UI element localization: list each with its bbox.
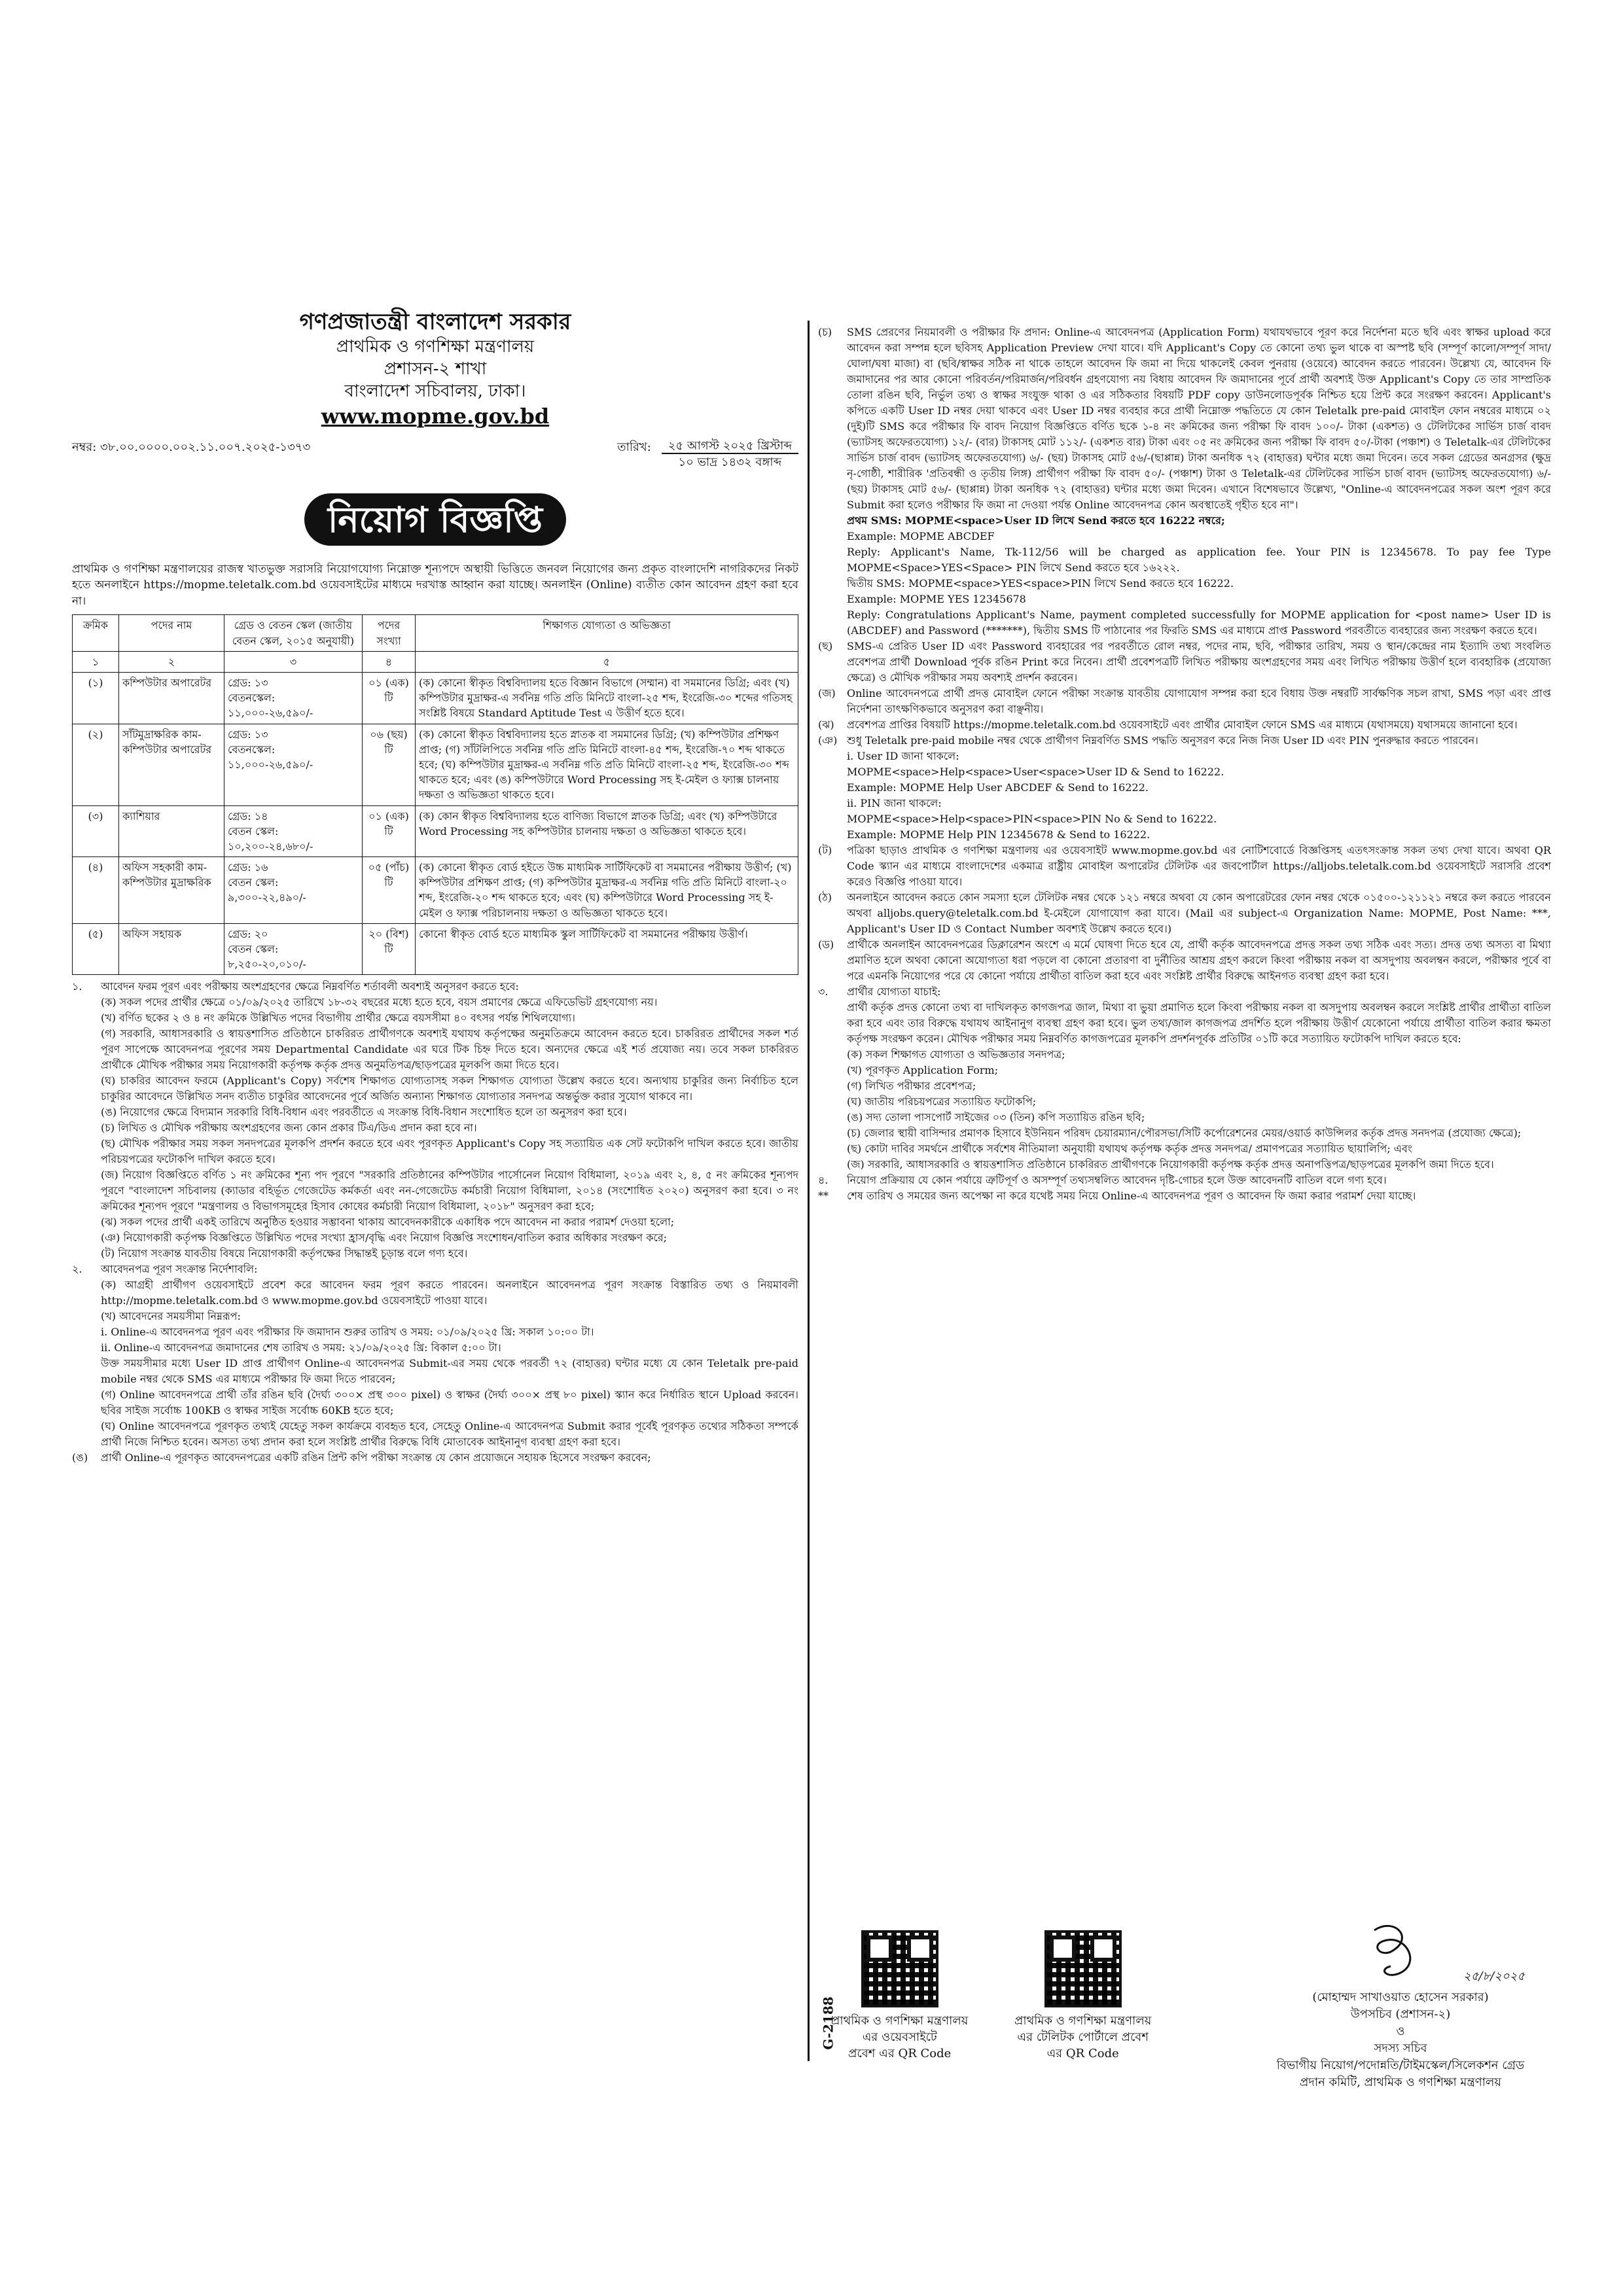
item-text: i. User ID জানা থাকলে: [847, 750, 959, 762]
col-num: ৩ [224, 651, 363, 672]
instruction-item [818, 529, 1551, 544]
instruction-item [818, 843, 1551, 890]
item-text: অনলাইনে আবেদন করতে কোন সমস্যা হলে টেলিটক নম্বর থেকে ১২১ নম্বরে অথবা যে কোন অপারেটরের ফোন নম্বর থেকে ০১৫০০-১২১১২১ নম্বরে কল করতে পারবেন অথবা alljobs.query@teletalk.com.bd ই-মেইলে যোগাযোগ করা যাবে। (Mail এর subject-এ Organization Name: MOPME, Post Name: ***, Applicant's User ID ও Contact Number অবশ্যই উল্লেখ করতে হবে।) [847, 891, 1551, 935]
signer-and: ও [1396, 2024, 1405, 2039]
item-text: প্রার্থীর যোগ্যতা যাচাই: [847, 985, 941, 998]
item-text: Example: MOPME Help User ABCDEF & Send to 16222. [847, 781, 1149, 794]
scale-text: বেতন স্কেল: ৯,৩০০-২২,৪৯০/- [228, 876, 306, 904]
date-bengali: ১০ ভাদ্র ১৪৩২ বঙ্গাব্দ [678, 455, 782, 470]
item-text: SMS-এ প্রেরিত User ID এবং Password ব্যবহারের পর পরবর্তীতে রোল নম্বর, পদের নাম, ছবি, পরীক্ষার তারিখ, সময় ও স্থান/কেন্দ্রের নাম ইত্যাদি তথ্য সংবলিত প্রবেশপত্র প্রার্থী Download পূর্বক রঙিন Print করে নিবেন। প্রার্থী প্রবেশপত্রটি লিখিত পরীক্ষায় অংশগ্রহণের সময় এবং লিখিত পরীক্ষায় উত্তীর্ণ হলে ব্যবহারিক (প্রযোজ্য ক্ষেত্রে) ও মৌখিক পরীক্ষার সময় অবশ্যই প্রদর্শন করবেন। [847, 640, 1551, 684]
instruction-item [818, 1110, 1551, 1125]
item-text: (চ) লিখিত ও মৌখিক পরীক্ষায় অংশগ্রহণের জন্য কোন প্রকার টিএ/ডিএ প্রদান করা হবে না। [101, 1122, 477, 1135]
right-column [818, 321, 1551, 1204]
instruction-item [72, 1120, 798, 1136]
item-text: প্রার্থী Online-এ পূরণকৃত আবেদনপত্রের একটি রঙিন প্রিন্ট কপি পরীক্ষা সংক্রান্ত যে কোন প্রয়োজনে সহায়ক হিসেবে সংরক্ষণ করবেন; [101, 1451, 651, 1464]
gazette-code: G-2188 [820, 1996, 836, 2050]
instruction-item [72, 1356, 798, 1387]
col-num: ৫ [416, 651, 798, 672]
item-marker: (ঙ) [72, 1451, 88, 1464]
column-number-row [73, 651, 798, 672]
grade-text: গ্রেড: ১৬ [228, 861, 268, 874]
item-marker [818, 529, 842, 544]
notice-title: নিয়োগ বিজ্ঞপ্তি [304, 493, 566, 546]
item-text: i. Online-এ আবেদনপত্র পূরণ এবং পরীক্ষার ফি জমাদান শুরুর তারিখ ও সময়: ০১/০৯/২০২৫ খ্রি: সকাল ১০:০০ টা। [101, 1326, 594, 1339]
signature-date: ২৫/৮/২০২৫ [1463, 1969, 1525, 1983]
item-marker [72, 1309, 96, 1324]
cell-sl: (২) [73, 724, 119, 805]
item-marker [818, 607, 842, 639]
item-text: ii. PIN জানা থাকলে: [847, 797, 942, 809]
item-text: (ঙ) সদ্য তোলা পাসপোর্ট সাইজের ০৩ (তিন) কপি সত্যায়িত রঙিন ছবি; [847, 1111, 1145, 1123]
item-marker [818, 1078, 842, 1094]
item-text: আবেদন ফরম পূরণ এবং পরীক্ষায় অংশগ্রহণের ক্ষেত্রে নিম্নবর্ণিত শর্তাবলী অবশ্যই অনুসরণ করতে হবে: [101, 980, 519, 993]
instruction-item [818, 811, 1551, 827]
item-marker: (ড) [818, 938, 834, 951]
item-marker [818, 1110, 842, 1125]
instruction-item [818, 937, 1551, 984]
item-text: (খ) আবেদনের সময়সীমা নিম্নরূপ: [101, 1310, 241, 1323]
item-marker [72, 1356, 96, 1387]
item-text: (ঘ) চাকরির আবেদন ফরমে (Applicant's Copy) সর্বশেষ শিক্ষাগত যোগ্যতাসহ সকল শিক্ষাগত যোগ্যতা উল্লেখ করতে হবে। অন্যথায় চাকুরির জন্য নির্বাচিত হলে চাকুরির আবেদনে উল্লিখিত সনদ ব্যতীত চাকুরির আবেদনের পূর্বে অর্জিত অন্যান্য শিক্ষাগত যোগ্যতার সনদপত্র অন্তর্ভুক্ত করার সুযোগ থাকবে না। [101, 1074, 798, 1103]
qr-code-icon[interactable] [1044, 1930, 1122, 2007]
header-count: পদের সংখ্যা [363, 615, 416, 651]
item-text: নিয়োগ প্রক্রিয়ায় যে কোন পর্যায়ে ত্রুটিপূর্ণ ও অসম্পূর্ণ তথ্যসম্বলিত আবেদন দৃষ্টি-গোচর হলে উক্ত আবেদনটি বাতিল বলে গণ্য হবে। [847, 1174, 1387, 1186]
cell-count: ০১ (এক) টি [363, 805, 416, 857]
table-header-row [73, 615, 798, 651]
date-box [662, 438, 798, 470]
qr2-caption-line: এর টেলিটক পোর্টালে প্রবেশ [1017, 2030, 1149, 2045]
header-post: পদের নাম [119, 615, 224, 651]
signer-title: উপসচিব (প্রশাসন-২) [1350, 2007, 1451, 2022]
instruction-item [818, 1125, 1551, 1141]
cell-post: অফিস সহায়ক [119, 923, 224, 975]
right-instructions [818, 325, 1551, 1204]
instruction-item [818, 733, 1551, 749]
qr1-caption-line: প্রবেশ এর QR Code [848, 2047, 952, 2061]
instruction-item [72, 1104, 798, 1120]
instruction-item [818, 686, 1551, 717]
cell-count: ২০ (বিশ) টি [363, 923, 416, 975]
item-marker [818, 796, 842, 811]
item-text: Reply: Applicant's Name, Tk-112/56 will be charged as application fee. Your PIN is 12345678. To pay fee Type MOPME<Space>YES<Space> PIN লিখে Send করতে হবে ১৬২২২. [847, 546, 1551, 574]
item-marker [818, 576, 842, 592]
item-marker [818, 1000, 842, 1047]
item-text: শেষ তারিখ ও সময়ের জন্য অপেক্ষা না করে যথেষ্ট সময় নিয়ে Online-এ আবেদনপত্র পূরণ ও আবেদন ফি জমা করার পরামর্শ দেয়া যাচ্ছে। [847, 1190, 1416, 1202]
item-marker [72, 1340, 96, 1356]
item-marker [818, 827, 842, 843]
instruction-item [72, 995, 798, 1010]
instruction-item [818, 1173, 1551, 1188]
cell-grade [224, 724, 363, 805]
instruction-item [72, 1010, 798, 1026]
cell-qualification: (ক) কোনো স্বীকৃত বিশ্ববিদ্যালয় হতে বিজ্ঞান বিভাগে (সম্মান) বা সমমানের ডিগ্রি; এবং (খ) কম্পিউটার মুদ্রাক্ষর-এ সর্বনিম্ন গতি প্রতি মিনিটে বাংলা-২৫ শব্দ, ইংরেজি-৩০ শব্দের গতিসহ সংশ্লিষ্ট বিষয়ে Standard Aptitude Test এ উত্তীর্ণ হতে হবে। [416, 673, 798, 724]
letterhead [72, 308, 798, 430]
instruction-item [818, 513, 1551, 529]
notice-page [72, 308, 1551, 2090]
instruction-item [72, 1167, 798, 1214]
table-row [73, 857, 798, 924]
item-text: দ্বিতীয় SMS: MOPME<space>YES<space>PIN লিখে Send করতে হবে 16222. [847, 577, 1234, 590]
qr-teletalk-portal[interactable] [1014, 1930, 1151, 2062]
qr1-caption-line: প্রাথমিক ও গণশিক্ষা মন্ত্রণালয় [831, 2014, 969, 2028]
grade-text: গ্রেড: ১৩ [228, 728, 268, 741]
instruction-item [818, 1047, 1551, 1063]
header-qualification: শিক্ষাগত যোগ্যতা ও অভিজ্ঞতা [416, 615, 798, 651]
item-marker [72, 1246, 96, 1262]
item-marker: ৩. [818, 985, 829, 998]
instruction-item [818, 827, 1551, 843]
cell-post: কম্পিউটার অপারেটর [119, 673, 224, 724]
item-marker [72, 1167, 96, 1214]
qr-code-icon[interactable] [861, 1930, 938, 2007]
item-text: (ছ) মৌখিক পরীক্ষার সময় সকল সনদপত্রের মূলকপি প্রদর্শন করতে হবে এবং পূরণকৃত Applicant's Copy সহ সত্যায়িত এক সেট ফটোকপি দাখিল করতে হবে। জাতীয় পরিচয়পত্রের ফটোকপি দাখিল করতে হবে। [101, 1137, 798, 1166]
left-instructions [72, 979, 798, 1466]
instruction-item [818, 1000, 1551, 1047]
item-marker [818, 1125, 842, 1141]
left-column [72, 308, 798, 1466]
signer-name: (মোহাম্মদ সাখাওয়াত হোসেন সরকার) [1312, 1990, 1489, 2004]
branch-name: প্রশাসন-২ শাখা [383, 359, 487, 379]
cell-post: সাঁটমুদ্রাক্ষরিক কাম-কম্পিউটার অপারেটর [119, 724, 224, 805]
instruction-item [818, 325, 1551, 513]
cell-post: ক্যাশিয়ার [119, 805, 224, 857]
instruction-item [72, 1419, 798, 1450]
instruction-item [72, 1073, 798, 1104]
item-marker [72, 1277, 96, 1309]
col-num: ৪ [363, 651, 416, 672]
item-marker [72, 1419, 96, 1450]
instruction-item [818, 1157, 1551, 1173]
instruction-item [818, 749, 1551, 764]
item-marker [72, 1387, 96, 1419]
item-text: (গ) Online আবেদনপত্রে প্রার্থী তাঁর রঙিন ছবি (দৈর্ঘ্য ৩০০× প্রস্থ ৩০০ pixel) ও স্বাক্ষর (দৈর্ঘ্য ৩০০× প্রস্থ ৮০ pixel) স্ক্যান করে নির্ধারিত স্থানে Upload করবেন। ছবির সাইজ সর্বোচ্চ 100KB ও স্বাক্ষর সাইজ সর্বোচ্চ 60KB হতে হবে; [101, 1388, 798, 1417]
item-text: MOPME<space>Help<space>User<space>User ID & Send to 16222. [847, 766, 1224, 778]
cell-count: ০৬ (ছয়) টি [363, 724, 416, 805]
date-gregorian: ২৫ আগস্ট ২০২৫ খ্রিস্টাব্দ [662, 439, 798, 454]
item-marker [72, 1104, 96, 1120]
item-marker [818, 1063, 842, 1078]
instruction-item [72, 1309, 798, 1324]
vacancy-table [72, 614, 798, 975]
instruction-item [72, 1324, 798, 1340]
item-marker: (ট) [818, 844, 832, 857]
website-link[interactable]: www.mopme.gov.bd [321, 403, 550, 429]
cell-post: অফিস সহকারী কাম-কম্পিউটার মুদ্রাক্ষরিক [119, 857, 224, 924]
header-grade: গ্রেড ও বেতন স্কেল (জাতীয় বেতন স্কেল, ২০১৫ অনুযায়ী) [224, 615, 363, 651]
column-divider [808, 321, 810, 2061]
instruction-item [72, 1340, 798, 1356]
item-text: (ঝ) সকল পদের প্রার্থী একই তারিখে অনুষ্ঠিত হওয়ার সম্ভাবনা থাকায় আবেদনকারীকে একাধিক পদে আবেদন না করার পরামর্শ দেওয়া হলো; [101, 1216, 675, 1229]
instruction-item [72, 1450, 798, 1466]
item-marker [818, 1094, 842, 1110]
item-text: (ক) সকল পদের প্রার্থীর ক্ষেত্রে ০১/০৯/২০২৫ তারিখে ১৮-৩২ বছরের মধ্যে হতে হবে, বয়স প্রমাণের ক্ষেত্রে এফিডেভিট গ্রহণযোগ্য নয়। [101, 996, 658, 1009]
signer-role: সদস্য সচিব [1374, 2041, 1427, 2056]
cell-qualification: (ক) কোনো স্বীকৃত বিশ্ববিদ্যালয় হতে স্নাতক বা সমমানের ডিগ্রি; (খ) কম্পিউটার প্রশিক্ষণ প্রাপ্ত; (গ) সাঁটলিপিতে সর্বনিম্ন গতি প্রতি মিনিটে বাংলা-৪৫ শব্দ, ইংরেজি-৭০ শব্দ থাকতে হবে; (ঘ) কম্পিউটার মুদ্রাক্ষর-এ সর্বনিম্ন গতি প্রতি মিনিটে বাংলা-২৫ শব্দ, ইংরেজি-৩০ শব্দ থাকতে হবে; এবং (ঙ) কম্পিউটারে Word Processing সহ ই-মেইল ও ফ্যাক্স চালনায় দক্ষতা ও অভিজ্ঞতা থাকতে হবে। [416, 724, 798, 805]
instruction-item [818, 1141, 1551, 1157]
item-text: (ক) আগ্রহী প্রার্থীগণ ওয়েবসাইটে প্রবেশ করে আবেদন ফরম পূরণ করতে পারবেন। অনলাইনে আবেদনপত্র পূরণ সংক্রান্ত বিস্তারিত তথ্য ও নিয়মাবলী http://mopme.teletalk.com.bd ও www.mopme.gov.bd ওয়েবসাইটে পাওয়া যাবে। [101, 1279, 798, 1307]
scale-text: বেতন স্কেল: ৮,২৫০-২০,০১০/- [228, 943, 306, 971]
instruction-item [818, 1078, 1551, 1094]
instruction-item [72, 1230, 798, 1246]
item-text: (গ) সরকারি, আধাসরকারি ও স্বায়ত্তশাসিত প্রতিষ্ঠানে চাকরিরত প্রার্থীগণকে অবশ্যই যথাযথ কর্তৃপক্ষের অনুমতিক্রমে আবেদন করতে হবে। চাকরিরত প্রার্থীদের সকল শর্ত পূরণ সাপেক্ষে আবেদনপত্র পূরণের সময় Departmental Candidate এর ঘরে টিক চিহ্ন দিতে হবে। অন্যদের ক্ষেত্রে এই শর্ত প্রযোজ্য নয়। তবে সকল চাকরিরত প্রার্থীকে মৌখিক পরীক্ষার সময় নিয়োগকারী কর্তৃপক্ষ কর্তৃক প্রদত্ত অনুমতিপত্র/ছাড়পত্রের মূলকপি জমা দিতে হবে। [101, 1027, 798, 1072]
instruction-item [818, 1188, 1551, 1204]
instruction-item [818, 639, 1551, 686]
qr1-caption-line: এর ওয়েবসাইটে [862, 2030, 937, 2045]
instruction-item [72, 1262, 798, 1277]
item-marker [818, 1141, 842, 1157]
item-marker [818, 513, 842, 529]
item-marker [72, 995, 96, 1010]
item-text: প্রার্থীকে অনলাইন আবেদনপত্রের ডিক্লারেশন অংশে এ মর্মে ঘোষণা দিতে হবে যে, প্রার্থী কর্তৃক আবেদনপত্রে প্রদত্ত সকল তথ্য সঠিক এবং সত্য। প্রদত্ত তথ্য অসত্য বা মিথ্যা প্রমাণিত হলে অথবা কোনো অযোগ্যতা ধরা পড়লে বা কোনো প্রতারণা বা দুর্নীতির আশ্রয় গ্রহণ করলে কিংবা পরীক্ষায় নকল বা অসদুপায় অবলম্বন করলে, পরীক্ষার পূর্বে বা পরে এমনকি নিয়োগের পরে যে কোনো পর্যায়ে প্রার্থীতা বাতিল করা হবে এবং সংশ্লিষ্ট প্রার্থীর বিরুদ্ধে আইনগত ব্যবস্থা গ্রহণ করা হবে। [847, 938, 1551, 982]
item-marker [818, 811, 842, 827]
instruction-item [72, 1136, 798, 1167]
memo-line [72, 438, 798, 470]
item-text: (জ) নিয়োগ বিজ্ঞপ্তিতে বর্ণিত ১ নং ক্রমিকের শূন্য পদ পূরণে "সরকারি প্রতিষ্ঠানের কম্পিউটার পার্সোনেল নিয়োগ বিধিমালা, ২০১৯ এবং ২, ৪, ৫ নং ক্রমিকের শূন্যপদ পূরণে "বাংলাদেশ সচিবালয় (ক্যাডার বহির্ভূত গেজেটেড কর্মকর্তা এবং নন-গেজেটেড কর্মচারী নিয়োগ বিধিমালা, ২০১৪ (সংশোধিত ২০২০) অনুসরণ করা হবে। ৩ নং ক্রমিকের শূন্যপদ পূরণে "মন্ত্রণালয় ও বিভাগসমূহের হিসাব কোষের কর্মচারী নিয়োগ বিধিমালা, ২০১৮" অনুসরণ করা হবে; [101, 1169, 798, 1213]
item-text: MOPME<space>Help<space>PIN<space>PIN No & Send to 16222. [847, 813, 1217, 825]
table-row [73, 923, 798, 975]
item-marker: (ঞ) [818, 734, 838, 747]
table-row [73, 673, 798, 724]
instruction-item [818, 1094, 1551, 1110]
item-text: পত্রিকা ছাড়াও প্রাথমিক ও গণশিক্ষা মন্ত্রণালয় এর ওয়েবসাইট www.mopme.gov.bd এর নোটিশবোর্ডে বিজ্ঞপ্তিসহ এতৎসংক্রান্ত সকল তথ্য দেখা যাবে। অথবা QR Code স্ক্যান এর মাধ্যমে বাংলাদেশের একমাত্র রাষ্ট্রীয় মোবাইল অপারেটর টেলিটক এর জবপোর্টাল https://alljobs.teletalk.com.bd ওয়েবসাইটে সরাসরি প্রবেশ করেও বিজ্ঞপ্তি পাওয়া যাবে। [847, 844, 1551, 888]
item-marker [818, 780, 842, 796]
item-marker [72, 1073, 96, 1104]
instruction-item [818, 780, 1551, 796]
instruction-item [72, 1387, 798, 1419]
grade-text: গ্রেড: ১৩ [228, 677, 268, 690]
instruction-item [818, 984, 1551, 1000]
item-text: (ঘ) Online আবেদনপত্রে পূরণকৃত তথ্যই যেহেতু সকল কার্যক্রমে ব্যবহৃত হবে, সেহেতু Online-এ আবেদনপত্র Submit করার পূর্বেই পূরণকৃত তথ্যের সঠিকতা সম্পর্কে প্রার্থী নিজে নিশ্চিত হবেন। অসত্য তথ্য প্রদান করা হলে সংশ্লিষ্ট প্রার্থীর বিরুদ্ধে বিধি মোতাবেক আইনানুগ ব্যবস্থা গ্রহণ করা হবে। [101, 1420, 798, 1449]
item-text: প্রার্থী কর্তৃক প্রদত্ত কোনো তথ্য বা দাখিলকৃত কাগজপত্র জাল, মিথ্যা বা ভুয়া প্রমাণিত হলে কিংবা পরীক্ষায় নকল বা অসদুপায় অবলম্বন করলে সংশ্লিষ্ট প্রার্থীর প্রার্থীতা বাতিল করা হবে এবং তার বিরুদ্ধে যথাযথ আইনানুগ ব্যবস্থা গ্রহণ করা হবে। ভুল তথ্য/জাল কাগজপত্র প্রদর্শিত হলে পরীক্ষায় উত্তীর্ণ যেকোনো পর্যায়ে প্রার্থীতা বাতিল করার ক্ষমতা কর্তৃপক্ষ সংরক্ষণ করেন। মৌখিক পরীক্ষার সময় নিম্নবর্ণিত কাগজপত্রের মূলকপি প্রদর্শনপূর্বক প্রতিটির ০১টি করে সত্যায়িত ফটোকপি দাখিল করতে হবে: [847, 1001, 1551, 1045]
col-num: ১ [73, 651, 119, 672]
item-text: (ঞ) নিয়োগকারী কর্তৃপক্ষ বিজ্ঞপ্তিতে উল্লিখিত পদের সংখ্যা হ্রাস/বৃদ্ধি এবং নিয়োগ বিজ্ঞপ্তি সংশোধন/বাতিল করার অধিকার সংরক্ষণ করে; [101, 1231, 668, 1245]
date-label: তারিখ: [617, 440, 651, 455]
cell-grade [224, 857, 363, 924]
instruction-item [72, 1246, 798, 1262]
item-text: প্রবেশপত্র প্রাপ্তির বিষয়টি https://mopme.teletalk.com.bd ওয়েবসাইটে এবং প্রার্থীর মোবাইল ফোনে SMS এর মাধ্যমে (যথাসময়ে) যথাসময়ে জানানো হবে। [847, 718, 1518, 731]
notice-footer [818, 1917, 1551, 2090]
item-text: (ছ) কোটা দাবির সমর্থনে প্রার্থীকে সর্বশেষ নীতিমালা অনুযায়ী যথাযথ কর্তৃপক্ষ কর্তৃক প্রদত্ত সনদপত্র/ প্রমাণপত্রের সত্যায়িত ছায়ালিপি; এবং [847, 1142, 1412, 1155]
instruction-item [818, 592, 1551, 607]
instruction-item [72, 1277, 798, 1309]
item-marker: (ঝ) [818, 718, 834, 731]
item-text: (খ) বর্ণিত ছকের ২ ও ৪ নং ক্রমিকে উল্লিখিত পদের বিভাগীয় প্রার্থীর ক্ষেত্রে বয়সসীমা ৪০ বৎসর পর্যন্ত শিথিলযোগ্য। [101, 1012, 576, 1025]
govt-name: গণপ্রজাতন্ত্রী বাংলাদেশ সরকার [299, 309, 571, 335]
item-text: Example: MOPME YES 12345678 [847, 593, 1026, 605]
qr2-caption-line: প্রাথমিক ও গণশিক্ষা মন্ত্রণালয় [1014, 2014, 1152, 2028]
memo-number: নম্বর: ৩৮.০০.০০০০.০০২.১১.০০৭.২০২৫-১৩৭৩ [72, 440, 311, 455]
item-marker [818, 749, 842, 764]
cell-qualification: কোনো স্বীকৃত বোর্ড হতে মাধ্যমিক স্কুল সার্টিফিকেট বা সমমানের পরীক্ষায় উত্তীর্ণ। [416, 923, 798, 975]
cell-grade [224, 923, 363, 975]
cell-qualification: (ক) কোনো স্বীকৃত বোর্ড হইতে উচ্চ মাধ্যমিক সার্টিফিকেট বা সমমানের পরীক্ষায় উত্তীর্ণ; (খ) কম্পিউটার প্রশিক্ষণ প্রাপ্ত; (গ) কম্পিউটার মুদ্রাক্ষর-এ সর্বনিম্ন গতি প্রতি মিনিটে বাংলা-২০ শব্দ, ইংরেজি-২০ শব্দ থাকতে হবে; এবং (ঘ) কম্পিউটারে Word Processing সহ ই-মেইল ও ফ্যাক্স পরিচালনায় দক্ষতা ও অভিজ্ঞতা থাকতে হবে। [416, 857, 798, 924]
scale-text: বেতন স্কেল: ১০,২০০-২৪,৬৮০/- [228, 824, 313, 853]
item-marker: ৪. [818, 1174, 829, 1186]
cell-count: ০৫ (পাঁচ) টি [363, 857, 416, 924]
item-text: (ট) নিয়োগ সংক্রান্ত যাবতীয় বিষয়ে নিয়োগকারী কর্তৃপক্ষের সিদ্ধান্তই চূড়ান্ত বলে গণ্য হবে। [101, 1247, 468, 1260]
item-marker: ** [818, 1190, 829, 1202]
item-marker [72, 1230, 96, 1246]
item-marker [818, 1157, 842, 1173]
committee-name: বিভাগীয় নিয়োগ/পদোন্নতি/টাইমস্কেল/সিলেকশন গ্রেড প্রদান কমিটি, প্রাথমিক ও গণশিক্ষা মন্ত্রণালয় [1276, 2058, 1525, 2090]
qr-ministry-website[interactable] [831, 1930, 968, 2062]
item-text: উক্ত সময়সীমার মধ্যে User ID প্রাপ্ত প্রার্থীগণ Online-এ আবেদনপত্র Submit-এর সময় থেকে পরবর্তী ৭২ (বাহাত্তর) ঘন্টার মধ্যে যে কোন Teletalk pre-paid mobile নম্বর থেকে SMS এর মাধ্যমে পরীক্ষার ফি জমা দিতে পারবেন; [101, 1357, 798, 1386]
scale-text: বেতনস্কেল: ১১,০০০-২৬,৫৯০/- [228, 692, 313, 720]
item-text: (ঙ) নিয়োগের ক্ষেত্রে বিদ্যমান সরকারি বিধি-বিধান এবং পরবর্তীতে এ সংক্রান্ত বিধি-বিধান সংশোধিত হলে তা অনুসরণ করা হবে। [101, 1106, 627, 1119]
instruction-item [818, 890, 1551, 937]
item-text: (জ) সরকারি, আধাসরকারি ও স্বায়ত্তশাসিত প্রতিষ্ঠানে চাকরিরত প্রার্থীগণকে নিয়োগকারী কর্তৃপক্ষ কর্তৃক প্রদত্ত অনাপত্তিপত্র/ছাড়পত্রের মূলকপি জমা দিতে হবে। [847, 1158, 1494, 1171]
cell-qualification: (ক) কোন স্বীকৃত বিশ্ববিদ্যালয় হতে বাণিজ্য বিভাগে স্নাতক ডিগ্রি; এবং (খ) কম্পিউটারে Word Processing সহ কম্পিউটার চালনায় দক্ষতা ও অভিজ্ঞতা থাকতে হবে। [416, 805, 798, 857]
item-marker [818, 1047, 842, 1063]
instruction-item [818, 576, 1551, 592]
instruction-item [818, 764, 1551, 780]
col-num: ২ [119, 651, 224, 672]
signature-image [1263, 1917, 1538, 1989]
item-text: (চ) জেলার স্থায়ী বাসিন্দার প্রমাণক হিসাবে ইউনিয়ন পরিষদ চেয়ারম্যান/পৌরসভা/সিটি কর্পোরেশনের মেয়র/ওয়ার্ড কাউন্সিলর কর্তৃক প্রদত্ত সনদপত্র (প্রযোজ্য ক্ষেত্রে); [847, 1127, 1522, 1139]
table-row [73, 724, 798, 805]
item-marker: ১. [72, 980, 82, 993]
scale-text: বেতনস্কেল: ১১,০০০-২৬,৫৯০/- [228, 743, 313, 771]
cell-grade [224, 805, 363, 857]
item-marker [72, 1324, 96, 1340]
item-text: আবেদনপত্র পূরণ সংক্রান্ত নির্দেশাবলি: [101, 1263, 258, 1276]
item-marker: (ঠ) [818, 891, 832, 904]
cell-sl: (৫) [73, 923, 119, 975]
instruction-item [818, 717, 1551, 733]
item-text: Example: MOPME Help PIN 12345678 & Send to 16222. [847, 828, 1150, 841]
item-text: Reply: Congratulations Applicant's Name, payment completed successfully for MOPME application for <post name> User ID is (ABCDEF) and Password (*******), দ্বিতীয় SMS টি পাঠানোর পর ফিরতি SMS এর মাধ্যমে প্রাপ্ত Password পরবর্তীতে ব্যবহারের জন্য সংরক্ষণ করতে হবে। [847, 609, 1551, 637]
table-row [73, 805, 798, 857]
instruction-item [72, 1214, 798, 1230]
item-marker: (চ) [818, 326, 832, 338]
item-marker: ২. [72, 1263, 82, 1276]
address: বাংলাদেশ সচিবালয়, ঢাকা। [344, 381, 526, 401]
item-text: প্রথম SMS: MOPME<space>User ID লিখে Send করতে হবে 16222 নম্বরে; [847, 514, 1225, 527]
cell-count: ০১ (এক) টি [363, 673, 416, 724]
item-marker: (জ) [818, 687, 836, 699]
signature-block [1263, 1917, 1538, 2092]
grade-text: গ্রেড: ১৪ [228, 809, 268, 822]
item-marker [72, 1136, 96, 1167]
instruction-item [818, 607, 1551, 639]
item-text: Online আবেদনপত্রে প্রার্থী প্রদত্ত মোবাইল ফোনে পরীক্ষা সংক্রান্ত যাবতীয় যোগাযোগ সম্পন্ন করা হবে বিধায় উক্ত নম্বরটি সার্বক্ষণিক সচল রাখা, SMS পড়া এবং প্রাপ্ত নির্দেশনা তাৎক্ষণিকভাবে অনুসরণ করা বাঞ্ছনীয়। [847, 687, 1551, 715]
item-marker [818, 764, 842, 780]
instruction-item [72, 1026, 798, 1073]
cell-grade [224, 673, 363, 724]
instruction-item [72, 979, 798, 995]
ministry-name: প্রাথমিক ও গণশিক্ষা মন্ত্রণালয় [336, 337, 535, 357]
table-body [73, 673, 798, 975]
item-text: (ঘ) জাতীয় পরিচয়পত্রের সত্যায়িত ফটোকপি; [847, 1095, 1037, 1108]
item-text: (খ) পূরণকৃত Application Form; [847, 1064, 999, 1076]
instruction-item [818, 544, 1551, 576]
cell-sl: (৪) [73, 857, 119, 924]
item-marker [818, 544, 842, 576]
instruction-item [818, 1063, 1551, 1078]
item-marker [72, 1214, 96, 1230]
item-marker: (ছ) [818, 640, 833, 652]
grade-text: গ্রেড: ২০ [228, 927, 268, 940]
item-text: Example: MOPME ABCDEF [847, 530, 995, 542]
item-text: ii. Online-এ আবেদনপত্র জমাদানের শেষ তারিখ ও সময়: ২১/০৯/২০২৫ খ্রি: বিকাল ৫:০০ টা। [101, 1341, 501, 1354]
item-marker [72, 1026, 96, 1073]
cell-sl: (৩) [73, 805, 119, 857]
instruction-item [818, 796, 1551, 811]
qr2-caption-line: এর QR Code [1046, 2047, 1119, 2061]
item-text: SMS প্রেরণের নিয়মাবলী ও পরীক্ষার ফি প্রদান: Online-এ আবেদনপত্র (Application Form) যথাযথভাবে পূরণ করে নির্দেশনা মতে ছবি এবং স্বাক্ষর upload করে আবেদন করা সম্পন্ন হলে ছবিসহ Application Preview দেখা যাবে। যদি Applicant's Copy তে কোনো তথ্য ভুল থাকে বা অস্পষ্ট ছবি (সম্পূর্ণ কালো/সম্পূর্ণ সাদা/ঘোলা/ঘষা মাজা) বা (ছবি/স্বাক্ষর সঠিক না থাকে তাহলে আবেদন ফি জমা না দিয়ে থাকলেই কেবল পুনরায় (ওয়েবে) আবেদন করতে পারবেন। উল্লেখ্য যে, আবেদন ফি জমাদানের পর আর কোনো পরিবর্তন/পরিমার্জন/পরিবর্ধন গ্রহণযোগ্য নয় বিধায় আবেদন ফি জমাদানের পূর্বে প্রার্থী অবশ্যই উক্ত Applicant's Copy তে তার সাম্প্রতিক তোলা রঙিন ছবি, নির্ভুল তথ্য ও স্বাক্ষর সংযুক্ত থাকা ও এর সঠিকতার বিষয়টি PDF copy ডাউনলোডপূর্বক নিশ্চিত হয়ে প্রিন্ট করে সংরক্ষণ করবেন। Applicant's কপিতে একটি User ID নম্বর দেয়া থাকবে এবং User ID নম্বর ব্যবহার করে প্রার্থী নিম্নোক্ত পদ্ধতিতে যে কোন Teletalk pre-paid মোবাইল ফোন নম্বরের মাধ্যমে ০২ (দুই)টি SMS করে পরীক্ষার ফি বাবদ নিয়োগ বিজ্ঞপ্তিতে বর্ণিত ছকে ১-৪ নং ক্রমিকের জন্য পরীক্ষা ফি বাবদ ১০০/- টাকা (একশত) ও টেলিটকের সার্ভিস চার্জ বাবদ (ভ্যাটসহ অফেরতযোগ্য) ১২/- (বার) টাকাসহ মোট ১১২/- (একশত বার) টাকা এবং ০৫ নং ক্রমিকের জন্য পরীক্ষা ফি বাবদ ৫০/-টাকা (পঞ্চাশ) ও Teletalk-এর টেলিটকের সার্ভিস চার্জ বাবদ (ভ্যাটসহ অফেরতযোগ্য) ৬/- (ছয়) টাকাসহ মোট ৫৬/-(ছাপ্পান্ন) টাকা অনধিক ৭২ (বাহাত্তর) ঘন্টার মধ্যে জমা দিবেন। তবে সকল গ্রেডের অনগ্রসর (ক্ষুদ্র নৃ-গোষ্ঠী, শারীরিক 'প্রতিবন্ধী ও তৃতীয় লিঙ্গ) প্রার্থীগণ পরীক্ষা ফি বাবদ ৫০/- (পঞ্চাশ) টাকা ও Teletalk-এর টেলিটকের সার্ভিস চার্জ বাবদ (ভ্যাটসহ অফেরতযোগ্য) ৬/- (ছয়) টাকাসহ মোট ৫৬/- (ছাপ্পান্ন) টাকা অনধিক ৭২ (বাহাত্তর) ঘন্টার মধ্যে জমা দিবেন। এখানে বিশেষভাবে উল্লেখ্য, "Online-এ আবেদনপত্রের সকল অংশ পূরণ করে Submit করা হলেও পরীক্ষার ফি জমা না দেওয়া পর্যন্ত Online আবেদনপত্র কোন অবস্থাতেই গৃহীত হবে না"। [847, 326, 1551, 511]
item-text: (ক) সকল শিক্ষাগত যোগ্যতা ও অভিজ্ঞতার সনদপত্র; [847, 1048, 1065, 1061]
intro-text: প্রাথমিক ও গণশিক্ষা মন্ত্রণালয়ের রাজস্ব খাতভুক্ত সরাসরি নিয়োগযোগ্য নিম্নোক্ত শূন্যপদে অস্থায়ী ভিত্তিতে জনবল নিয়োগের জন্য প্রকৃত বাংলাদেশি নাগরিকদের নিকট হতে অনলাইনে https://mopme.teletalk.com.bd ওয়েবসাইটের মাধ্যমে দরখাস্ত আহ্বান করা যাচ্ছে। অনলাইন (Online) ব্যতীত কোন আবেদন গ্রহণ করা হবে না। [72, 562, 798, 608]
item-text: শুধু Teletalk pre-paid mobile নম্বর থেকে প্রার্থীগণ নিম্নবর্ণিত SMS পদ্ধতি অনুসরণ করে নিজ নিজ User ID এবং PIN পুনরুদ্ধার করতে পারবেন। [847, 734, 1478, 747]
cell-sl: (১) [73, 673, 119, 724]
item-marker [72, 1010, 96, 1026]
item-text: (গ) লিখিত পরীক্ষার প্রবেশপত্র; [847, 1080, 976, 1092]
header-sl: ক্রমিক [73, 615, 119, 651]
item-marker [818, 592, 842, 607]
item-marker [72, 1120, 96, 1136]
